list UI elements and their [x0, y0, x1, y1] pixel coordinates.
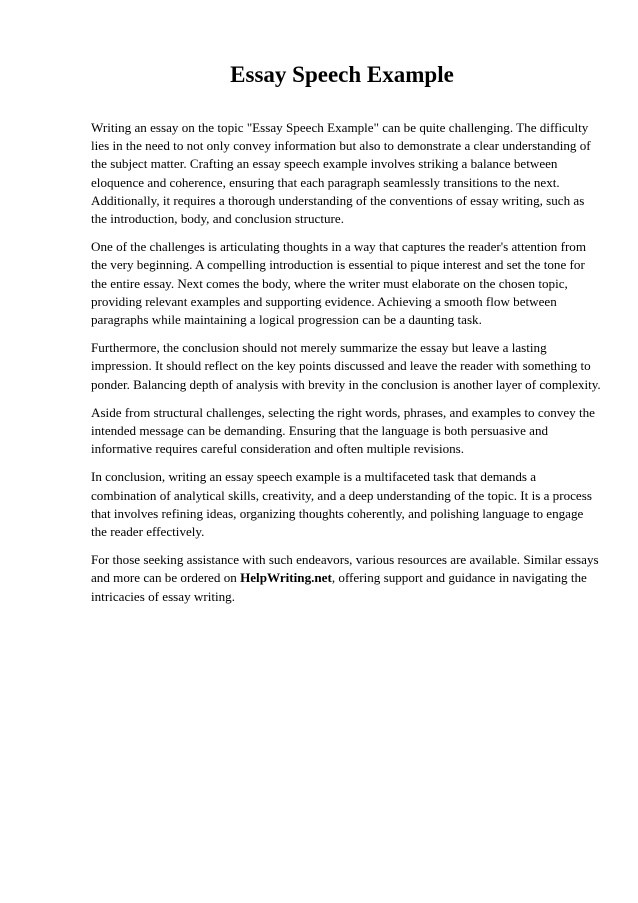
helpwriting-link[interactable]: HelpWriting.net	[240, 570, 332, 586]
paragraph-6	[91, 551, 601, 606]
paragraph-line: the very beginning. A compelling introduction is essential to pique interest and set the tone for	[91, 257, 585, 273]
paragraph-3	[91, 339, 601, 394]
paragraph-line: intricacies of essay writing.	[91, 588, 235, 604]
paragraph-1	[91, 119, 601, 228]
paragraph-line: One of the challenges is articulating thoughts in a way that captures the reader's attention from	[91, 239, 587, 255]
paragraph-line: lies in the need to not only convey information but also to demonstrate a clear understanding of	[91, 138, 591, 154]
paragraph-line: Furthermore, the conclusion should not merely summarize the essay but leave a lasting	[91, 340, 547, 356]
paragraph-line: For those seeking assistance with such endeavors, various resources are available. Similar essays	[91, 552, 599, 568]
paragraph-line: eloquence and coherence, ensuring that each paragraph seamlessly transitions to the next.	[91, 174, 560, 190]
paragraph-line: paragraphs while maintaining a logical progression can be a daunting task.	[91, 312, 482, 328]
paragraph-line: ponder. Balancing depth of analysis with brevity in the conclusion is another layer of complexity.	[91, 376, 601, 392]
paragraph-line: informative requires careful consideration and often multiple revisions.	[91, 441, 465, 457]
paragraph-line: combination of analytical skills, creativity, and a deep understanding of the topic. It is a process	[91, 487, 592, 503]
paragraph-line: In conclusion, writing an essay speech example is a multifaceted task that demands a	[91, 469, 537, 485]
paragraph-line: Additionally, it requires a thorough understanding of the conventions of essay writing, such as	[91, 192, 585, 208]
paragraph-4	[91, 404, 601, 459]
paragraph-line: impression. It should reflect on the key points discussed and leave the reader with something to	[91, 358, 591, 374]
paragraph-line: the subject matter. Crafting an essay speech example involves striking a balance between	[91, 156, 558, 172]
paragraph-2	[91, 238, 601, 329]
paragraph-line: providing relevant examples and supporting evidence. Achieving a smooth flow between	[91, 293, 557, 309]
paragraph-line: the reader effectively.	[91, 524, 205, 540]
paragraph-line: the introduction, body, and conclusion structure.	[91, 211, 344, 227]
paragraph-line: Aside from structural challenges, selecting the right words, phrases, and examples to convey the	[91, 404, 595, 420]
paragraph-line: that involves refining ideas, organizing thoughts coherently, and polishing language to engage	[91, 505, 584, 521]
paragraph-5	[91, 468, 601, 541]
paragraph-line: Writing an essay on the topic "Essay Speech Example" can be quite challenging. The difficulty	[91, 120, 589, 135]
document-title: Essay Speech Example	[230, 62, 454, 87]
line-text-after-link: , offering support and guidance in navigating the	[331, 570, 587, 586]
document-body	[91, 119, 601, 616]
paragraph-line: the entire essay. Next comes the body, where the writer must elaborate on the chosen topic,	[91, 275, 568, 291]
line-text-before-link: and more can be ordered on	[91, 570, 241, 586]
paragraph-line-with-link	[91, 569, 601, 587]
paragraph-line: intended message can be demanding. Ensuring that the language is both persuasive and	[91, 423, 549, 439]
